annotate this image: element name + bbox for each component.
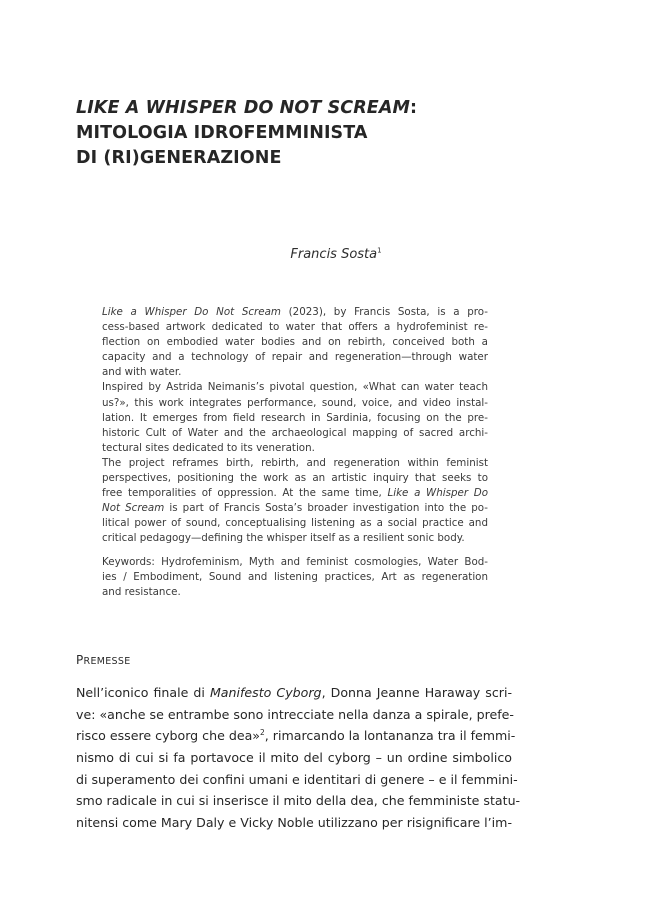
abstract-line: perspectives, positioning the work as an artistic inquiry that seeks to [102, 472, 488, 485]
work-title-italic: Like a Whisper Do [387, 487, 488, 500]
abstract-line: The project reframes birth, rebirth, and regeneration within feminist [102, 456, 488, 469]
keywords-line: and resistance. [102, 585, 181, 598]
body-line: nismo di cui si fa portavoce il mito del cyborg – un ordine simbolico [76, 750, 512, 766]
author-name: Francis Sosta [290, 247, 378, 262]
author-byline [0, 247, 650, 262]
abstract-line: Not Scream is part of Francis Sosta’s broader investigation into the po- [102, 502, 489, 515]
body-paragraph [76, 682, 521, 834]
title-colon: : [410, 98, 418, 118]
title-line-3: DI (RI)GENERAZIONE [76, 148, 282, 168]
abstract-line: Like a Whisper Do Not Scream (2023), by Francis Sosta, is a pro- [102, 306, 488, 318]
paragraph-gap [102, 547, 488, 555]
body-line: nitensi come Mary Daly e Vicky Noble utilizzano per risignificare l’im- [76, 815, 512, 831]
abstract-line: us?», this work integrates performance, sound, voice, and video instal- [102, 396, 488, 409]
footnote-marker-2[interactable]: 2 [260, 728, 265, 738]
body-line: smo radicale in cui si inserisce il mito della dea, che femministe statu- [76, 793, 521, 809]
work-title-italic: Not Scream [102, 502, 165, 515]
keywords-line: Keywords: Hydrofeminism, Myth and feminist cosmologies, Water Bod- [102, 555, 488, 568]
abstract-line: and with water. [102, 366, 182, 379]
article-title [76, 96, 576, 171]
abstract-line: historic Cult of Water and the archaeological mapping of sacred archi- [102, 426, 488, 439]
title-italic-part: LIKE A WHISPER DO NOT SCREAM [76, 98, 411, 118]
title-line-1 [76, 96, 576, 121]
abstract-line: Inspired by Astrida Neimanis’s pivotal question, «What can water teach [102, 381, 488, 394]
body-line: risco essere cyborg che dea»$^2$, rimarcando la lontananza tra il femmi- [76, 728, 516, 744]
body-line: ve: «anche se entrambe sono intrecciate nella danza a spirale, prefe- [76, 706, 514, 722]
abstract-line: critical pedagogy—defining the whisper itself as a resilient sonic body. [102, 532, 465, 545]
abstract-line: cess-based artwork dedicated to water that offers a hydrofeminist re- [102, 321, 488, 334]
keywords-line: ies / Embodiment, Sound and listening practices, Art as regeneration [102, 570, 488, 583]
abstract-line: lation. It emerges from field research in Sardinia, focusing on the pre- [102, 411, 488, 424]
footnote-marker-1[interactable]: 1 [377, 246, 382, 255]
work-title-italic: Like a Whisper Do Not Scream [102, 306, 281, 318]
abstract-line: litical power of sound, conceptualising listening as a social practice and [102, 517, 488, 530]
cited-title-italic: Manifesto Cyborg [209, 685, 322, 700]
abstract-line: flection on embodied water bodies and on rebirth, conceived both a [102, 336, 488, 349]
section-heading-premesse: PREMESSE [76, 653, 131, 667]
abstract-line: free temporalities of oppression. At the same time, Like a Whisper Do [102, 487, 488, 500]
abstract [102, 305, 488, 600]
abstract-line: capacity and a technology of repair and regeneration—through water [102, 351, 488, 364]
abstract-line: tectural sites dedicated to its veneration. [102, 441, 315, 454]
body-line: di superamento dei confini umani e identitari di genere – e il femmini- [76, 771, 518, 787]
title-line-2: MITOLOGIA IDROFEMMINISTA [76, 123, 368, 143]
body-line: Nell’iconico finale di Manifesto Cyborg, Donna Jeanne Haraway scri- [76, 685, 512, 700]
